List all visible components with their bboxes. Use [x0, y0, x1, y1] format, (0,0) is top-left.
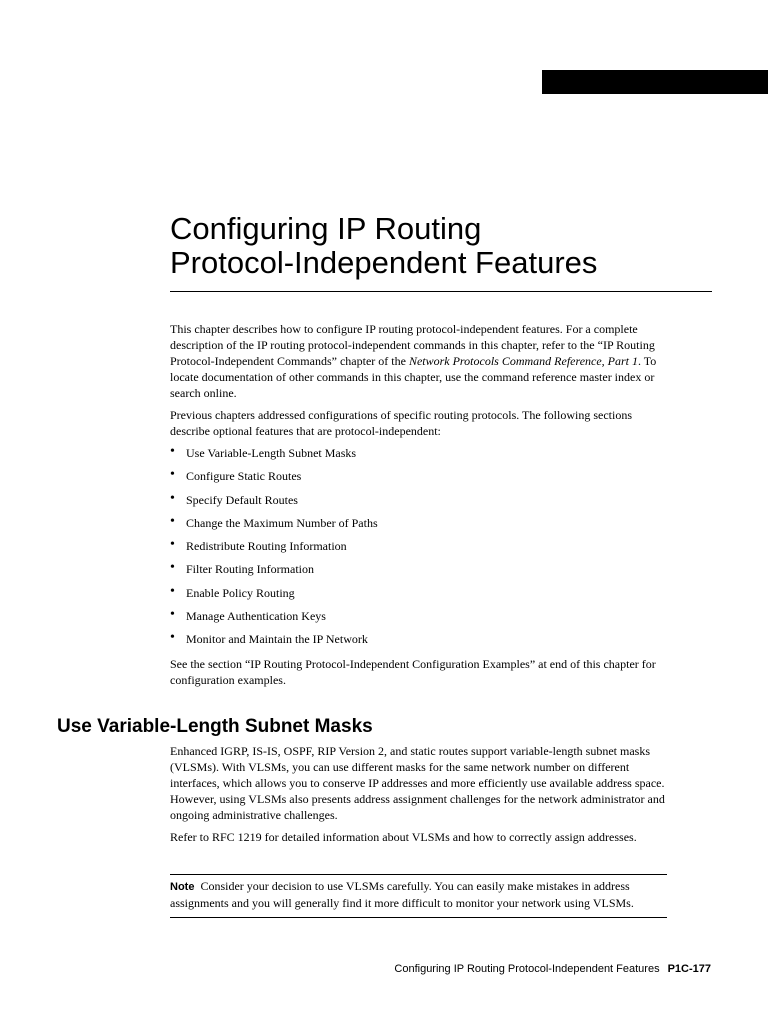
intro-text-part2: . To locate documentation of other commands in this chapter, use the command reference master index or search online.: [170, 354, 657, 400]
list-item: [170, 445, 670, 468]
intro-paragraph: [170, 321, 670, 401]
note-bottom-divider: [170, 917, 667, 918]
bullet-icon: •: [170, 444, 175, 459]
command-reference-title: Network Protocols Command Reference, Part 1: [408, 354, 639, 368]
bullet-icon: •: [170, 583, 175, 599]
feature-label: Filter Routing Information: [186, 562, 314, 577]
feature-label: Change the Maximum Number of Paths: [186, 515, 378, 530]
feature-label: Manage Authentication Keys: [186, 609, 326, 624]
feature-label: Specify Default Routes: [186, 492, 298, 507]
footer-title: Configuring IP Routing Protocol-Independent Features: [394, 963, 660, 975]
see-section-paragraph: See the section “IP Routing Protocol-Independent Configuration Examples” at end of this chapter for configuration examples.: [170, 657, 656, 687]
chapter-title: [170, 212, 730, 280]
list-item: [170, 492, 670, 515]
note-top-divider: [170, 874, 667, 875]
feature-label: Redistribute Routing Information: [186, 539, 347, 554]
bullet-icon: •: [170, 537, 175, 553]
note-text: Consider your decision to use VLSMs carefully. You can easily make mistakes in address assignments and you will generally find it more difficult to monitor your network using VLSMs.: [170, 879, 634, 910]
list-item: [170, 538, 670, 561]
bullet-icon: •: [170, 630, 175, 646]
bullet-icon: •: [170, 560, 175, 576]
note-label: Note: [170, 881, 195, 893]
vlsm-section-heading: Use Variable-Length Subnet Masks: [57, 716, 373, 737]
bullet-icon: •: [170, 467, 175, 483]
previous-chapters-paragraph: Previous chapters addressed configurations of specific routing protocols. The following sections describe optional features that are protocol-independent:: [170, 408, 633, 438]
feature-label: Monitor and Maintain the IP Network: [186, 632, 368, 647]
title-divider: [170, 291, 712, 292]
list-item: [170, 515, 670, 538]
list-item: [170, 585, 670, 608]
intro-text-part1: This chapter describes how to configure IP routing protocol-independent features. For a complete description of the IP routing protocol-independent commands in this chapter, refer to the “IP Routing Protocol-Independent Commands” chapter of the: [170, 322, 655, 368]
rfc-paragraph: Refer to RFC 1219 for detailed information about VLSMs and how to correctly assign addresses.: [170, 830, 637, 844]
bullet-icon: •: [170, 607, 175, 623]
bullet-icon: •: [170, 513, 175, 529]
list-item: [170, 468, 670, 491]
list-item: [170, 561, 670, 584]
list-item: [170, 608, 670, 631]
note-block: [170, 878, 670, 911]
page-footer: [394, 961, 711, 977]
feature-label: Use Variable-Length Subnet Masks: [186, 446, 357, 460]
feature-list: [170, 445, 670, 655]
vlsm-paragraph: Enhanced IGRP, IS-IS, OSPF, RIP Version 2, and static routes support variable-length subnet masks (VLSMs). With VLSMs, you can use different masks for the same network number on different interfaces, which allows you to conserve IP addresses and more efficiently use available address space. However, using VLSMs also presents address assignment challenges for the network administrator and ongoing administrative challenges.: [170, 744, 665, 822]
chapter-title-line2: Protocol-Independent Features: [170, 245, 598, 280]
feature-label: Enable Policy Routing: [186, 585, 295, 600]
chapter-title-line1: Configuring IP Routing: [170, 211, 482, 246]
feature-label: Configure Static Routes: [186, 469, 302, 484]
page-number: P1C-177: [667, 963, 711, 975]
chapter-tab-bar: [542, 70, 768, 94]
bullet-icon: •: [170, 490, 175, 506]
list-item: [170, 631, 670, 654]
